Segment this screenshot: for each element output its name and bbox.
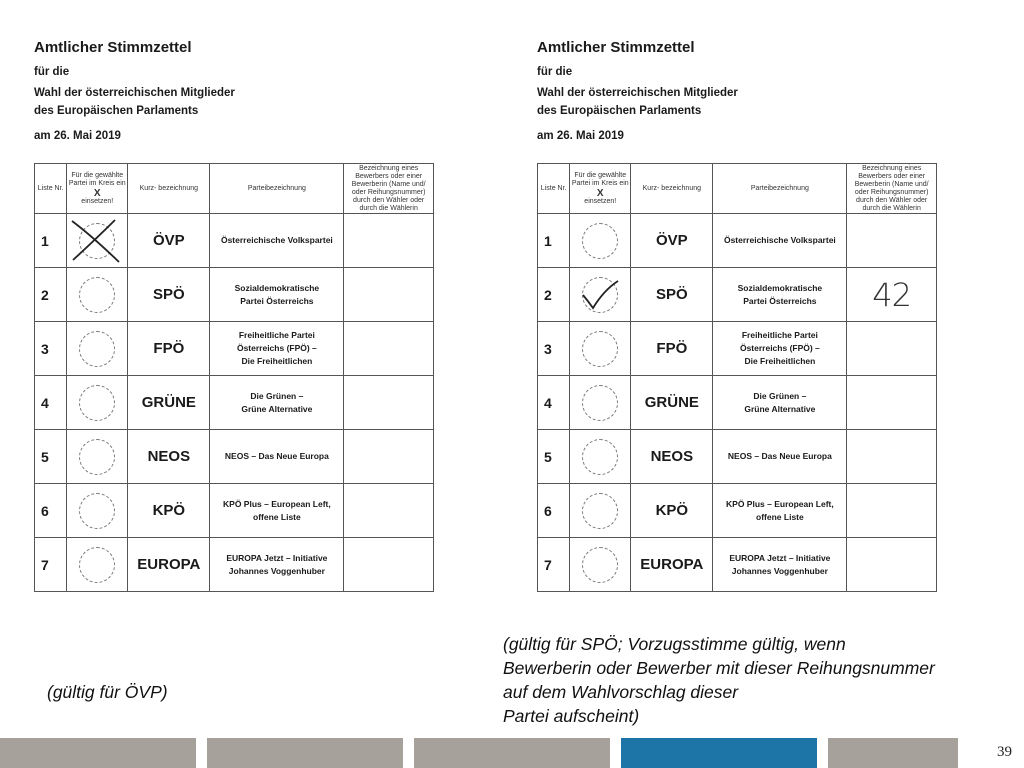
caption-left: (gültig für ÖVP) [47,682,168,702]
caption-right: (gültig für SPÖ; Vorzugsstimme gültig, wenn Bewerberin oder Bewerber mit dieser Reihungsnummer auf dem Wahlvorschlag dieser Partei aufscheint) [503,634,935,726]
footer-bar [414,738,610,768]
list-number: 5 [538,430,570,484]
party-short: SPÖ [128,268,210,322]
preference-field[interactable] [344,268,434,322]
list-number: 2 [538,268,570,322]
ballot-row [538,376,937,430]
party-short: EUROPA [128,538,210,592]
list-number: 7 [35,538,67,592]
party-name: Freiheitliche Partei Österreichs (FPÖ) – Die Freiheitlichen [210,322,344,376]
vote-circle[interactable] [67,268,128,322]
ballot-line2: Wahl der österreichischen Mitglieder [34,87,235,99]
ballot-row [35,538,434,592]
party-name: EUROPA Jetzt – Initiative Johannes Voggenhuber [713,538,847,592]
vote-circle[interactable] [570,430,631,484]
list-number: 4 [538,376,570,430]
preference-field[interactable] [847,538,937,592]
list-number: 1 [35,214,67,268]
header-list-no: Liste Nr. [35,164,67,214]
vote-circle[interactable] [570,268,631,322]
preference-number: 42 [872,275,912,314]
preference-field[interactable] [344,322,434,376]
party-short: FPÖ [631,322,713,376]
preference-field[interactable] [847,484,937,538]
ballot-row [35,376,434,430]
party-short: FPÖ [128,322,210,376]
list-number: 6 [35,484,67,538]
ballot-row [538,538,937,592]
ballot-row [35,322,434,376]
preference-field[interactable] [344,430,434,484]
header-party: Parteibezeichnung [210,164,344,214]
preference-field[interactable] [344,484,434,538]
preference-field[interactable] [344,538,434,592]
header-party: Parteibezeichnung [713,164,847,214]
party-short: SPÖ [631,268,713,322]
header-pref: Bezeichnung eines Bewerbers oder einer Bewerberin (Name und/ oder Reihungsnummer) durch den Wähler oder durch die Wählerin [344,164,434,214]
vote-circle[interactable] [67,430,128,484]
ballot-row [538,214,937,268]
check-mark-icon [570,268,631,321]
vote-circle[interactable] [67,322,128,376]
header-circle: Für die gewählte Partei im Kreis ein X einsetzen! [570,164,631,214]
ballot-title: Amtlicher Stimmzettel [537,39,695,56]
preference-field[interactable] [344,376,434,430]
preference-field[interactable] [847,430,937,484]
list-number: 4 [35,376,67,430]
ballot-table [537,163,937,592]
party-short: KPÖ [631,484,713,538]
party-name: EUROPA Jetzt – Initiative Johannes Voggenhuber [210,538,344,592]
ballot-row [35,430,434,484]
vote-circle[interactable] [570,484,631,538]
ballot-row [538,484,937,538]
preference-field[interactable] [847,322,937,376]
preference-field[interactable] [344,214,434,268]
vote-circle[interactable] [570,376,631,430]
page-number: 39 [997,744,1012,760]
ballot-row [538,268,937,322]
header-list-no: Liste Nr. [538,164,570,214]
footer-bar [0,738,196,768]
ballot-date: am 26. Mai 2019 [537,130,624,142]
ballot-line1: für die [537,66,573,78]
party-name: Sozialdemokratische Partei Österreichs [210,268,344,322]
party-short: ÖVP [631,214,713,268]
party-name: KPÖ Plus – European Left, offene Liste [713,484,847,538]
preference-field[interactable] [847,376,937,430]
preference-field[interactable] [847,214,937,268]
vote-circle[interactable] [67,484,128,538]
party-name: Die Grünen – Grüne Alternative [713,376,847,430]
header-short: Kurz- bezeichnung [631,164,713,214]
list-number: 3 [538,322,570,376]
ballot-line1: für die [34,66,70,78]
list-number: 5 [35,430,67,484]
party-name: NEOS – Das Neue Europa [713,430,847,484]
ballot-row [35,484,434,538]
ballot-line3: des Europäischen Parlaments [537,105,702,117]
party-short: NEOS [128,430,210,484]
header-pref: Bezeichnung eines Bewerbers oder einer Bewerberin (Name und/ oder Reihungsnummer) durch den Wähler oder durch die Wählerin [847,164,937,214]
cross-mark-icon [67,214,128,267]
party-name: Österreichische Volkspartei [210,214,344,268]
list-number: 2 [35,268,67,322]
list-number: 3 [35,322,67,376]
vote-circle[interactable] [67,376,128,430]
ballot-row [538,322,937,376]
ballot-title: Amtlicher Stimmzettel [34,39,192,56]
party-name: Die Grünen – Grüne Alternative [210,376,344,430]
header-short: Kurz- bezeichnung [128,164,210,214]
ballot-date: am 26. Mai 2019 [34,130,121,142]
footer-bar [828,738,958,768]
footer-bar [207,738,403,768]
preference-field[interactable] [847,268,937,322]
vote-circle[interactable] [570,322,631,376]
ballot-table [34,163,434,592]
list-number: 7 [538,538,570,592]
vote-circle[interactable] [67,538,128,592]
ballot-row [35,268,434,322]
party-short: NEOS [631,430,713,484]
party-name: KPÖ Plus – European Left, offene Liste [210,484,344,538]
ballot-line2: Wahl der österreichischen Mitglieder [537,87,738,99]
party-name: Sozialdemokratische Partei Österreichs [713,268,847,322]
party-name: NEOS – Das Neue Europa [210,430,344,484]
vote-circle[interactable] [570,538,631,592]
vote-circle[interactable] [67,214,128,268]
vote-circle[interactable] [570,214,631,268]
party-short: ÖVP [128,214,210,268]
ballot-line3: des Europäischen Parlaments [34,105,199,117]
party-name: Freiheitliche Partei Österreichs (FPÖ) – Die Freiheitlichen [713,322,847,376]
party-short: KPÖ [128,484,210,538]
list-number: 1 [538,214,570,268]
party-short: GRÜNE [128,376,210,430]
list-number: 6 [538,484,570,538]
ballot-row [35,214,434,268]
ballot-row [538,430,937,484]
footer-bar-active [621,738,817,768]
party-short: GRÜNE [631,376,713,430]
party-short: EUROPA [631,538,713,592]
party-name: Österreichische Volkspartei [713,214,847,268]
header-circle: Für die gewählte Partei im Kreis ein X einsetzen! [67,164,128,214]
